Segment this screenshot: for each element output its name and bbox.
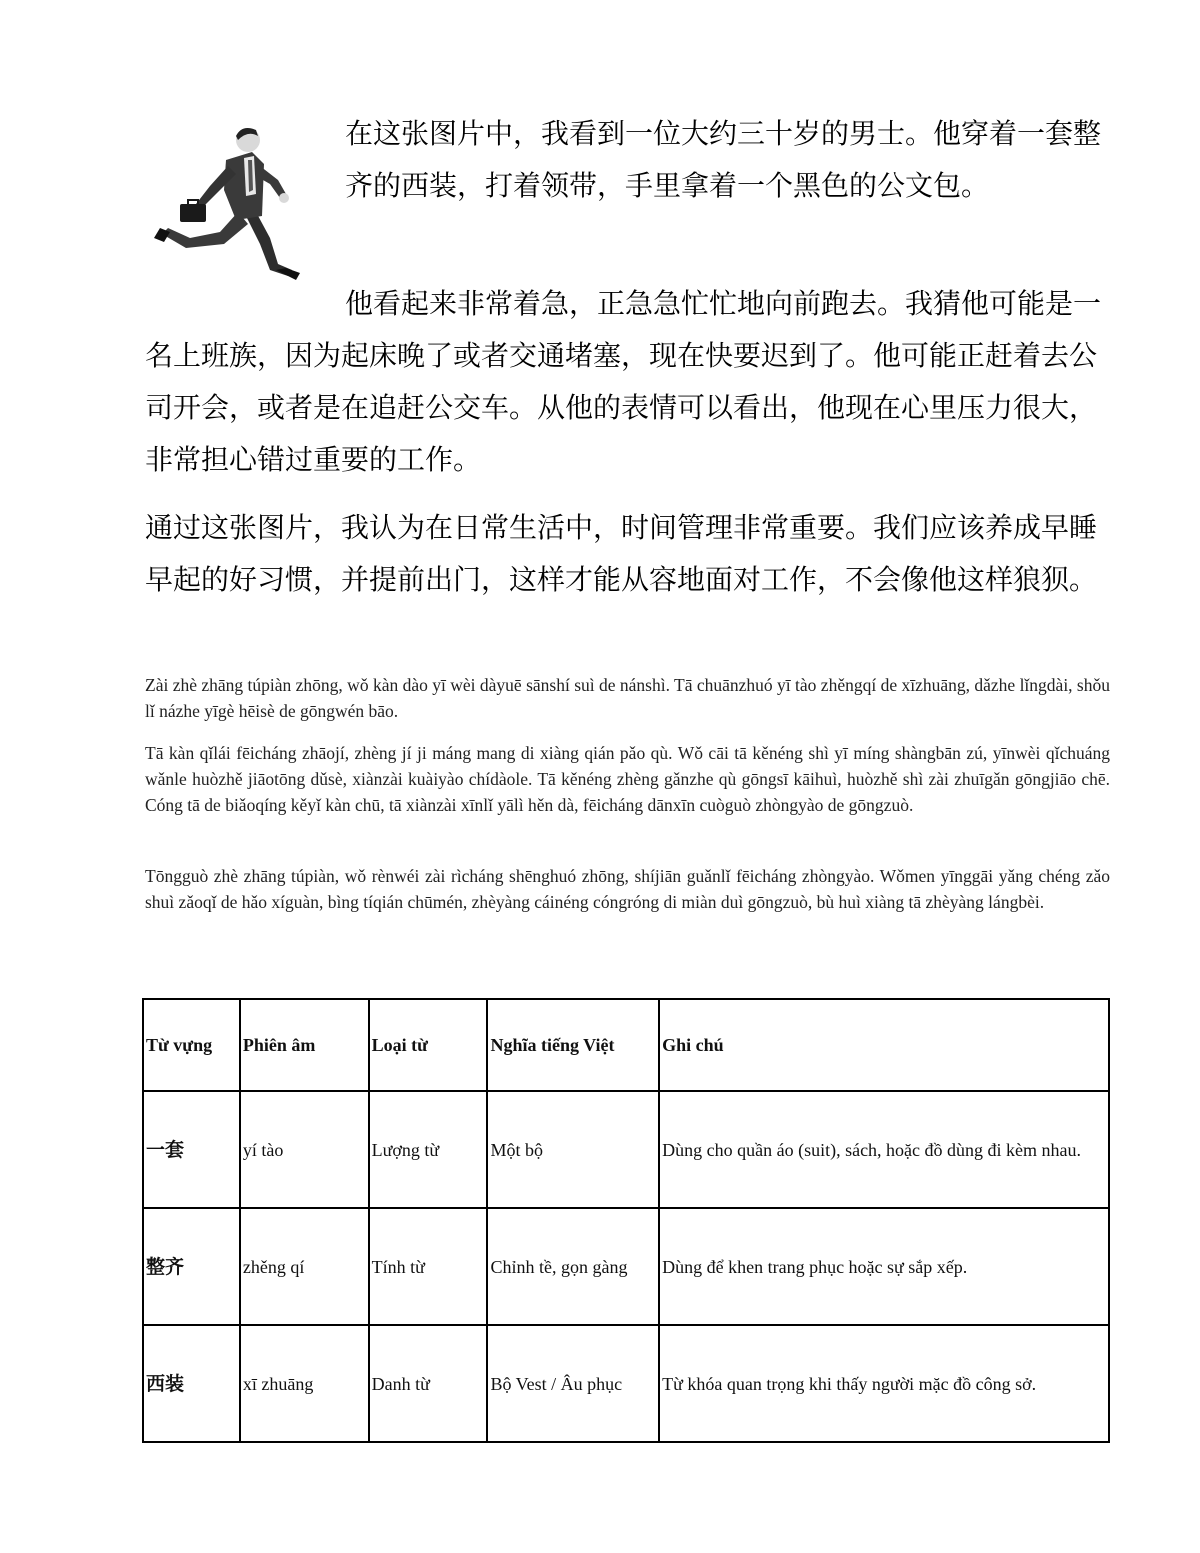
header-tu-vung: Từ vựng — [143, 999, 240, 1091]
vocab-type: Danh từ — [369, 1325, 488, 1442]
table-header-row — [143, 999, 1109, 1091]
header-phien-am: Phiên âm — [240, 999, 369, 1091]
vocab-pinyin: yí tào — [240, 1091, 369, 1208]
vocab-pinyin: xī zhuāng — [240, 1325, 369, 1442]
paragraph-zh-2: 他看起来非常着急，正急急忙忙地向前跑去。我猜他可能是一名上班族，因为起床晚了或者交通堵塞，现在快要迟到了。他可能正赶着去公司开会，或者是在追赶公交车。从他的表情可以看出，他现在心里压力很大，非常担心错过重要的工作。 — [145, 287, 1102, 476]
table-row — [143, 1325, 1109, 1442]
vocab-word: 西装 — [143, 1325, 240, 1442]
vocab-word: 整齐 — [143, 1208, 240, 1325]
header-ghi-chu: Ghi chú — [659, 999, 1109, 1091]
vocab-type: Lượng từ — [369, 1091, 488, 1208]
vocab-note: Dùng cho quần áo (suit), sách, hoặc đồ dùng đi kèm nhau. — [659, 1091, 1109, 1208]
vocab-note: Dùng để khen trang phục hoặc sự sắp xếp. — [659, 1208, 1109, 1325]
running-businessman-icon — [150, 120, 340, 290]
table-row — [143, 1208, 1109, 1325]
paragraph-pinyin-2: Tā kàn qǐlái fēicháng zhāojí, zhèng jí ji máng mang di xiàng qián pǎo qù. Wǒ cāi tā kěnéng shì yī míng shàngbān zú, yīnwèi qǐchuáng wǎnle huòzhě jiāotōng dǔsè, xiànzài kuàiyào chídàole. Tā kěnéng zhèng gǎnzhe qù gōngsī kāihuì, huòzhě shì zài zhuīgǎn gōngjiāo chē. Cóng tā de biǎoqíng kěyǐ kàn chū, tā xiànzài xīnlǐ yālì hěn dà, fēicháng dānxīn cuòguò zhòngyào de gōngzuò. — [145, 743, 1110, 815]
header-loai-tu: Loại từ — [369, 999, 488, 1091]
vocab-word: 一套 — [143, 1091, 240, 1208]
header-nghia: Nghĩa tiếng Việt — [487, 999, 659, 1091]
paragraph-zh-1: 在这张图片中，我看到一位大约三十岁的男士。他穿着一套整齐的西装，打着领带，手里拿着一个黑色的公文包。 — [345, 117, 1102, 202]
vocab-pinyin: zhěng qí — [240, 1208, 369, 1325]
vocab-meaning: Chỉnh tề, gọn gàng — [487, 1208, 659, 1325]
vocabulary-table — [142, 998, 1110, 1443]
paragraph-pinyin-1: Zài zhè zhāng túpiàn zhōng, wǒ kàn dào yī wèi dàyuē sānshí suì de nánshì. Tā chuānzhuó yī tào zhěngqí de xīzhuāng, dǎzhe lǐngdài, shǒu lǐ názhe yīgè hēisè de gōngwén bāo. — [145, 675, 1110, 721]
paragraph-pinyin-3: Tōngguò zhè zhāng túpiàn, wǒ rènwéi zài rìcháng shēnghuó zhōng, shíjiān guǎnlǐ fēicháng zhòngyào. Wǒmen yīnggāi yǎng chéng zǎo shuì zǎoqǐ de hǎo xíguàn, bìng tíqián chūmén, zhèyàng cáinéng cóngróng di miàn duì gōngzuò, bù huì xiàng tā zhèyàng lángbèi. — [145, 866, 1110, 912]
vocab-note: Từ khóa quan trọng khi thấy người mặc đồ công sở. — [659, 1325, 1109, 1442]
table-row — [143, 1091, 1109, 1208]
vocab-meaning: Một bộ — [487, 1091, 659, 1208]
vocab-type: Tính từ — [369, 1208, 488, 1325]
paragraph-zh-3: 通过这张图片，我认为在日常生活中，时间管理非常重要。我们应该养成早睡早起的好习惯，并提前出门，这样才能从容地面对工作，不会像他这样狼狈。 — [145, 511, 1098, 596]
vocab-meaning: Bộ Vest / Âu phục — [487, 1325, 659, 1442]
